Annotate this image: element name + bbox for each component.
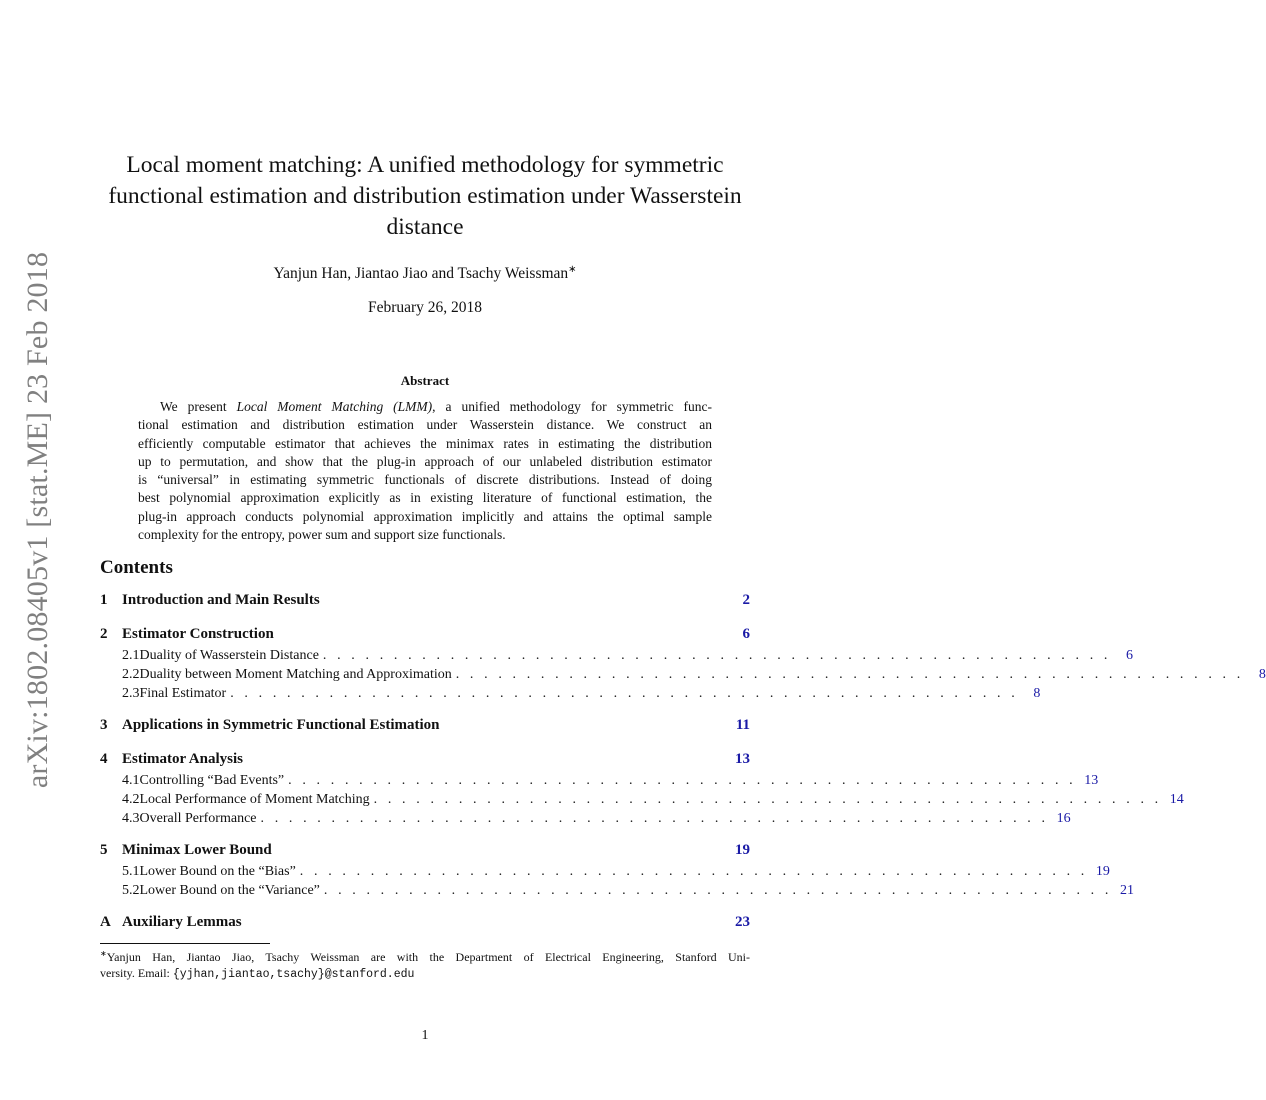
toc-subsection-title: Overall Performance [139,811,257,826]
toc-section-title: Auxiliary Lemmas [122,914,242,930]
toc-page-link[interactable]: 19 [1095,864,1110,879]
toc-page-link[interactable]: 19 [735,842,750,858]
toc-page-link[interactable]: 11 [735,717,750,733]
toc-leader-dots: . . . . . . . . . . . . . . . . . . . . . . . . . . . . . . . . . . . . . . . . . . . . . . . . . . . . . . . . [373,792,1162,807]
toc-section-title: Estimator Analysis [122,751,243,767]
toc-subsection-title: Final Estimator [139,686,227,701]
toc-subsection-title: Local Performance of Moment Matching [139,792,370,807]
toc-leader-dots: . . . . . . . . . . . . . . . . . . . . . . . . . . . . . . . . . . . . . . . . . . . . . . . . . . . . . . . . [455,667,1244,682]
toc-subsection-title: Lower Bound on the “Variance” [139,883,320,898]
abstract-line: up to permutation, and show that the plug-in approach of our unlabeled distribution estimator [138,453,712,469]
footnote-rule [100,943,270,944]
toc-leader-dots: . . . . . . . . . . . . . . . . . . . . . . . . . . . . . . . . . . . . . . . . . . . . . . . . . . . . . . . . [260,811,1049,826]
abstract-line: efficiently computable estimator that achieves the minimax rates in estimating the distribution [138,435,712,451]
toc-section-title: Applications in Symmetric Functional Estimation [122,717,440,733]
toc-subsection-title: Lower Bound on the “Bias” [139,864,296,879]
toc-subsection-number: 5.2 [122,883,140,898]
toc-section-number: 1 [100,592,108,608]
toc-section[interactable] [100,592,750,614]
toc-page-link[interactable]: 2 [742,592,750,608]
toc-leader-dots: . . . . . . . . . . . . . . . . . . . . . . . . . . . . . . . . . . . . . . . . . . . . . . . . . . . . . . . . [230,686,1019,701]
toc-subsection[interactable] [100,773,1099,792]
abstract-heading: Abstract [400,373,450,388]
toc-page-link[interactable]: 23 [735,914,750,930]
table-of-contents [100,592,1266,936]
toc-subsection[interactable] [100,811,1071,830]
toc-page-link[interactable]: 6 [742,626,750,642]
toc-subsection-number: 2.2 [122,667,140,682]
toc-section-number: 5 [100,842,108,858]
footnote-line: versity. Email: {yjhan,jiantao,tsachy}@stanford.edu [100,965,415,981]
toc-page-link[interactable]: 8 [1258,667,1266,682]
page-number: 1 [421,1028,429,1043]
toc-leader-dots: . . . . . . . . . . . . . . . . . . . . . . . . . . . . . . . . . . . . . . . . . . . . . . . . . . . . . . . . [288,773,1077,788]
toc-section-title: Minimax Lower Bound [122,842,272,858]
toc-subsection-number: 4.1 [122,773,140,788]
toc-section[interactable] [100,626,750,648]
toc-subsection-number: 5.1 [122,864,140,879]
arxiv-id: arXiv:1802.08405v1 [stat.ME] 23 Feb 2018 [21,251,54,789]
footnote-line: ∗Yanjun Han, Jiantao Jiao, Tsachy Weissman are with the Department of Electrical Engineering, Stanford Uni- [100,949,750,964]
toc-subsection-number: 2.1 [122,648,140,663]
paper-date: February 26, 2018 [367,299,483,316]
toc-subsection[interactable] [100,648,1134,667]
toc-page-link[interactable]: 8 [1033,686,1041,701]
author-names: Yanjun Han, Jiantao Jiao and Tsachy Weissman [273,265,569,283]
footnote-mark: ∗ [100,949,107,958]
toc-section-number: 2 [100,626,108,642]
toc-subsection-title: Duality between Moment Matching and Approximation [139,667,452,682]
author-email[interactable]: {yjhan,jiantao,tsachy}@stanford.edu [172,967,415,981]
abstract-line: plug-in approach conducts polynomial approximation implicitly and attains the optimal sample [138,508,712,524]
abstract-line: best polynomial approximation explicitly as in existing literature of functional estimation, the [138,490,712,506]
toc-leader-dots: . . . . . . . . . . . . . . . . . . . . . . . . . . . . . . . . . . . . . . . . . . . . . . . . . . . . . . . . [299,864,1088,879]
abstract-line: is “universal” in estimating symmetric functionals of discrete distributions. Instead of doing [138,472,712,488]
toc-page-link[interactable]: 13 [1084,773,1099,788]
toc-leader-dots: . . . . . . . . . . . . . . . . . . . . . . . . . . . . . . . . . . . . . . . . . . . . . . . . . . . . . . . . [322,648,1112,663]
contents-heading: Contents [100,557,173,578]
toc-page-link[interactable]: 16 [1056,811,1071,826]
title-line-3: distance [386,214,464,240]
toc-section-number: 4 [100,751,108,767]
toc-subsection[interactable] [100,883,1134,902]
toc-section-title: Introduction and Main Results [122,592,320,608]
abstract-line: We present Local Moment Matching (LMM), a unified methodology for symmetric func- [160,399,713,414]
toc-page-link[interactable]: 13 [735,751,750,767]
toc-section[interactable] [100,717,750,739]
toc-section[interactable] [100,751,750,773]
toc-subsection[interactable] [100,864,1110,883]
toc-section-number: A [100,914,111,930]
toc-subsection-number: 4.2 [122,792,140,807]
toc-subsection-number: 2.3 [122,686,140,701]
authors [95,264,755,283]
toc-subsection-title: Controlling “Bad Events” [139,773,285,788]
toc-section[interactable] [100,914,750,936]
toc-subsection[interactable] [100,792,1184,811]
footnote [100,946,750,982]
abstract-line: tional estimation and distribution estimation under Wasserstein distance. We construct an [138,417,712,433]
abstract-body [138,398,712,544]
paper-title [95,150,755,243]
title-line-2: functional estimation and distribution estimation under Wasserstein [108,183,742,209]
toc-section-title: Estimator Construction [122,626,274,642]
toc-page-link[interactable]: 14 [1169,792,1184,807]
method-name: Local Moment Matching (LMM) [236,399,433,414]
title-line-1: Local moment matching: A unified methodology for symmetric [126,152,724,178]
toc-subsection-number: 4.3 [122,811,140,826]
toc-subsection-title: Duality of Wasserstein Distance [139,648,319,663]
toc-leader-dots: . . . . . . . . . . . . . . . . . . . . . . . . . . . . . . . . . . . . . . . . . . . . . . . . . . . . . . . . [323,883,1112,898]
toc-page-link[interactable]: 6 [1126,648,1134,663]
toc-page-link[interactable]: 21 [1119,883,1134,898]
toc-section-number: 3 [100,717,108,733]
toc-subsection[interactable] [100,667,1266,686]
toc-section[interactable] [100,842,750,864]
toc-subsection[interactable] [100,686,1041,705]
abstract-line: complexity for the entropy, power sum and support size functionals. [138,527,506,543]
author-footnote-mark[interactable]: ∗ [568,264,577,275]
